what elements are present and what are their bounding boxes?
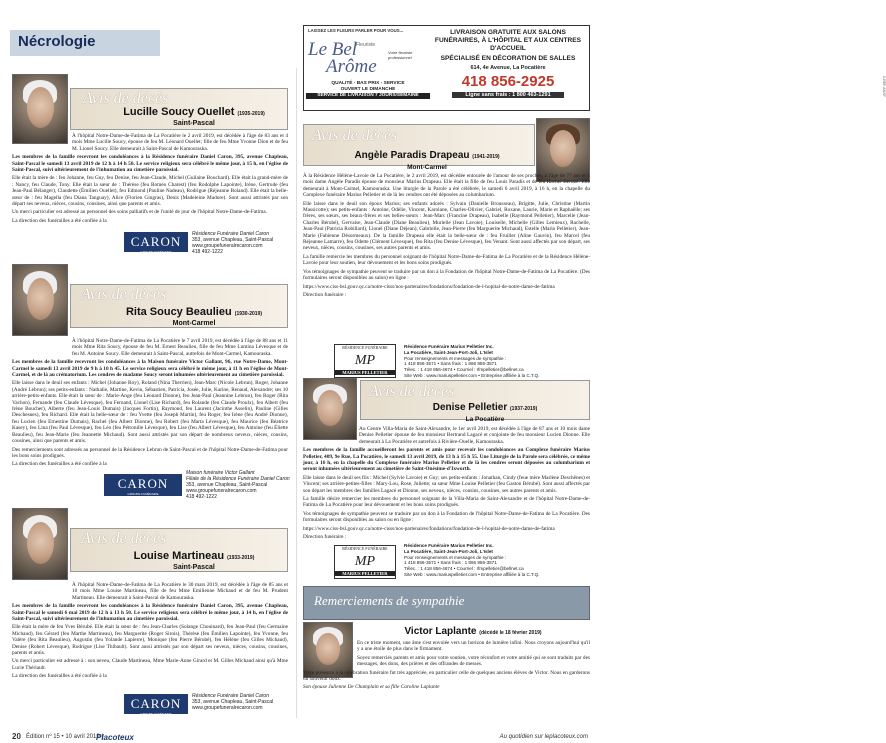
pelletier-tel1[interactable]: 1 418 856-3571 • Sans frais : 1 866 856-3571 [404,361,497,367]
section-header [10,8,286,62]
pelletier-info [404,344,590,379]
remerciements-title: Remerciements de sympathie [314,593,465,608]
florist-free-line: Ligne sans frais : 1 800 463-1291 [452,92,564,98]
avis-title: Avis de décès [81,530,167,547]
pelletier-tel1[interactable]: 1 418 856-3571 • Sans frais : 1 866 856-3571 [404,560,497,566]
years: (1933-2019) [227,555,255,561]
paragraph: Vos témoignages de sympathie peuvent se traduire par un don à la Fondation de l'hôpital Notre-Dame-de-Fatima de La Pocatière. (Des formulaires seront disponibles au salon) en ligne : [303,268,590,282]
florist-strip-3: SERVICE DE LIVRAISON 7 JOURS/SEMAINE [306,93,430,99]
florist-decor: SPÉCIALISÉ EN DÉCORATION DE SALLES [440,55,576,62]
florist-ad[interactable] [303,25,886,111]
place: Saint-Pascal [173,120,215,127]
pelletier-address: La Pocatière, Saint-Jean-Port-Joli, L'Islet [404,548,493,554]
paragraph: Elle était la mère de feu Yves Bérubé. Elle était la sœur de : feu Jean-Charles (Solange Chouinard), feu Jean-Paul (feu Germaine Michaud), feu Gérard (feu Marthe Martineau), feu Marguerite (Roger Sirois), Thérèse (feu Émilien Lapointe), feu Yvonne, feu Valère (feu Rita Beaulieu), Augustin (feu Yolande Lapierre), Monique (feu Pierre Bérubé), feu Hélène (feu Gilles Michaud), Denise (Robert Lévesque), Rodrigue (Lise Thibault). Sont aussi attristés par son départ ses neveux, nièces, cousins, cousines, parents et amis. [12,624,288,657]
pelletier-logo-bottom: MARIUS PELLETIER [335,370,395,375]
paragraph: Elle laisse dans le deuil ses fils : Michel (Sylvie Lavoie) et Guy; ses petits-enfants : Jonathan, Cindy (feue mère Marlène Deschênes) et Vincent; ses arrière-petites-filles : Mary-Lou, Rose, Juliette; sa sœur Mme Louise Pelletier (feu Gaston Bérubé). Sont aussi affectés par son départ les membres des familles Lagacé et Dionne, ses neveux, nièces, cousins, cousines, ses autres parents et amis. [303,474,590,494]
gallant-sub: Filiale de la Résidence Funéraire Daniel Caron [186,476,290,482]
pelletier-address: La Pocatière, Saint-Jean-Port-Joli, L'Islet [404,349,493,355]
caron-logo[interactable] [124,232,188,252]
caron-address: 353, avenue Chapleau, Saint-Pascal [192,237,274,243]
pelletier-logo-top: RÉSIDENCE FUNÉRAIRE [342,546,388,551]
pelletier-logo-bottom: MARIUS PELLETIER [335,571,395,576]
paragraph: Elle laisse dans le deuil son époux Marius; ses enfants adorés : Sylvain (Danielle Brousseau), Brigitte, Julie, Christine (Martin Massicotte); ses petits-enfants : Antoine, Odèlie, Vincent, Karolane, Charles-Olivier, Gabriel, Roxane, Laurie, Marie et Raphaëlle; ses frères, ses sœurs, ses beaux-frères et ses belles-sœurs : Jean-Marc (Francine Drapeau), Isabelle (Raymond Pelletier), Marcelle (Jean-Charles Bérubé), Gervaise, Jean-Claude (Diane Beaulieu), Murielle (Jean Lavoie), Louiselle, Michelle (Gilles Lemieux), Rachelle, Jean-Paul (Patricia Robillard), Lionel (Diane Déjean), Gabrielle, Jean-Pierre (feu Marguerite Michaud), Estelle (Mario Pelletier), Jean-Marie (Fabienne Désormeaux). De la famille Drapeau elle était la belle-sœur de : feu Fruiller (Aline Gauvin), feu Marcel (feu Réjeanne Lamarre), feu Odette (Clément Lévesque), feu Rita (feu Denise Lévesque), feu Venant. Sont aussi affectés par son départ, ses neveux, nièces, cousins, cousines, ses autres parents et amis. [303,200,590,252]
thanks-text [303,640,590,724]
caron-logo-text: CARON [130,696,182,711]
paragraph-bold: Les membres de la famille recevront les condoléances à la Résidence funéraire Daniel Caron, 395, avenue Chapleau, Saint-Pascal le samedi 6 mai 2019 de 12 h à 13 h 50. Le service religieux sera célébré le même jour, à 14 h, en l'église de Saint-Pascal, suivi ultérieurement de l'inhumation au cimetière paroissial. [12,603,288,623]
caron-tel[interactable]: 418 492-1222 [192,249,223,255]
caron-logo[interactable] [124,694,188,714]
years: (1937-2019) [510,406,538,412]
florist-strip-1: QUALITÉ - BAS PRIX - SERVICE [331,81,405,86]
gallant-name: Maison funéraire Victor Gallant [186,470,255,476]
pelletier-note: Pour renseignements et messages de sympathie : [404,355,507,361]
name-text: Victor Laplante [404,626,477,637]
paragraph: Votre présence à la célébration funéraire fut très appréciée, en particulier celle de quelques anciens élèves de Victor. Nous en garderons un souvenir doux. [303,669,590,683]
section-title: Nécrologie [10,30,160,56]
pelletier-name: Résidence Funéraire Marius Pelletier Inc. [404,344,494,349]
pelletier-web[interactable]: Site Web : www.mariuspelletier.com • Entreprise affiliée à la C.T.Q. [404,571,540,577]
paragraph: Direction funéraire : [303,291,347,298]
pelletier-tel2[interactable]: Télec. : 1 418 856-4674 • Courriel : rfmpelletier@bellnet.ca [404,367,524,373]
caron-info [192,693,292,711]
pelletier-web[interactable]: Site Web : www.mariuspelletier.com • Entreprise affiliée à la C.T.Q. [404,372,540,378]
caron-web[interactable]: www.groupefuneralrecaron.com [192,243,263,249]
donation-link[interactable]: https://www.ciss-bsl.gouv.qc.ca/notre-cisss/nos-partenaires/fondations/fondation-de-l-hopital-de-notre-dame-de-fatima [303,283,555,290]
florist-brand-b: Arôme [326,56,377,77]
pelletier-logo[interactable] [334,344,396,378]
footer-link[interactable]: Au quotidien sur leplacoteux.com [499,734,588,740]
years: (1930-2019) [234,311,263,317]
obituary-text [303,173,590,333]
caron-info [192,231,292,255]
page-number: 20 [12,732,21,741]
avis-banner [360,380,590,420]
florist-address: 614, 4e Avenue, La Pocatière [470,65,546,71]
paragraph: À l'hôpital Notre-Dame-de-Fatima de La Pocatière le 2 avril 2019, est décédée à l'âge de 83 ans et 4 mois Mme Lucille Soucy, épouse de feu M. Léonard Ouellet; fille de feu Mme Yvonne Dion et de feu M. Lionel Soucy. Elle demeurait à Saint-Pascal de Kamouraska. [72,133,288,152]
caron-logo-sub: GROUPE FUNÉRAIRE [140,712,172,716]
pelletier-logo-mp: MP [354,554,376,569]
caron-logo-sub: GROUPE FUNÉRAIRE [127,492,159,496]
caron-name: Résidence Funéraire Daniel Caron [192,231,269,237]
caron-logo-text: CARON [130,234,182,249]
paragraph: En ce triste moment, une âme s'est envolée vers un horizon de lumière infini. Nous croyons aujourd'hui qu'il y a une étoile de plus dans le firmament. [357,640,590,653]
gallant-tel[interactable]: 418 492-1222 [186,494,217,500]
paragraph: Elle laisse dans le deuil ses enfants : Michel (Johanne Roy), Roland (Nina Therrien), Jean-Marc (Nicole Lebrun), Roger, Johanne (André Lebrun); ses petits-enfants : Nathalie, Martine, Kevin, Sébastien, Patricia, Josée, Julie, Karine, Renaud, Alexandre; ses 10 arrière-petits-enfants. Elle était la sœur de : Marie-Ange (feu Léonard Dionne), feu Jean-Paul (Jeannine Lebrun), feu Roger (Rita Vachon), Fernande (feu Claude Lévesque), feu Fernand, Lionel (Lise Richard), feu Rolande (feu Claude Proulx), feu Albert (feu Irène Boucher), Alberte (feu Jean-Louis Dumais) (Jacques Fortin), Raymond, feu Laurent (Jacinthe Asselin), Pauline (Gilles Deschesnes), feu Richard. Elle était la belle-sœur de : feu Yvette (feu Joseph Martin), feu Roger, feu Irène (feu André Dionne), feu Lucien (feu Ernestine Dumais), Rachel (feu Albert Dionne), feu Robert (feu Marta Lévesque), feu Maurice (feu Béatrice Kasey), feu Lina (feu Paul Lévesque), feu Léo (feu Pétronille Lévesque), feu Lise (feu Albert Lévesque), feu Antoine (feu Éliette Beaulieu), feu Jean-Marie (feu Jeannette Michaud). Sont aussi attristés par son départ de nombreux neveux, nièces, cousins, cousines, ainsi que parents et amis. [12,380,288,445]
place: La Pocatière [465,416,505,423]
caron-name: Résidence Funéraire Daniel Caron [192,693,269,699]
obituary-text [12,133,288,239]
deceased-name [100,306,288,318]
gallant-address: 353, avenue Chapleau, Saint-Pascal [186,482,268,488]
deceased-name [320,150,534,161]
caron-logo-sub: GROUPE FUNÉRAIRE [140,250,172,254]
brand-logo: Placoteux [96,733,134,742]
florist-tagline: LAISSEZ LES FLEURS PARLER POUR VOUS... [308,28,404,33]
florist-small: Fleuriste [356,42,376,48]
paragraph: Direction funéraire : [303,534,347,541]
ad-code: 0-RBF-ANSP [882,76,886,97]
portrait-photo [12,264,68,336]
remerciements-banner [303,586,590,620]
paragraph: À l'hôpital Notre-Dame-de-Fatima de La Pocatière le 30 mars 2019, est décédée à l'âge de 85 ans et 10 mois Mme Louise Martineau, fille de feu Mme Emilienne Michaud et de feu M. Prudent Martineau. Elle demeurait à Saint-Pascal de Kamouraska. [72,582,288,601]
name-text: Lucille Soucy Ouellet [123,106,235,118]
name-text: Rita Soucy Beaulieu [125,306,232,318]
paragraph-bold: Les membres de la famille recevront les condoléances à la Maison funéraire Victor Gallant, 96, rue Notre-Dame, Mont-Carmel le samedi 13 avril 2019 de 9 h à 10 h 45. Le service religieux sera célébré le même jour, à 11 h en l'église de Mont-Carmel, et de là au crématorium. Les cendres de madame Soucy seront inhumées ultérieurement au cimetière paroissial. [12,359,288,379]
deceased-name [100,550,288,562]
pelletier-note: Pour renseignements et messages de sympathie : [404,554,507,560]
name-text: Louise Martineau [133,550,225,562]
gallant-web[interactable]: www.groupefuneralrecaron.com [186,488,257,494]
avis-title: Avis de décès [369,383,455,400]
pelletier-logo-top: RÉSIDENCE FUNÉRAIRE [342,345,388,350]
paragraph-bold: Les membres de la famille accueilleront les parents et amis pour recevoir les condoléances au Complexe funéraire Marius Pelletier, 409, 9e Rue, La Pocatière, le samedi 13 avril 2019, de 13 h à 15 h 55. Une Liturgie de la Parole sera célébrée, ce même jour, à 16 h, en la chapelle du Complexe funéraire Marius Pelletier et de là les cendres seront déposées au columbarium et seront inhumées ultérieurement au cimetière de Saint-Onésime-d'Ixworth. [303,447,590,473]
obituary-text [12,582,288,692]
paragraph: À l'hôpital Notre-Dame-de-Fatima de La Pocatière le 7 avril 2019, est décédée à l'âge de 88 ans et 11 mois Mme Rita Soucy, épouse de feu M. Ernest Beaulieu, fille de feu Mme Lumina Lévesque et de feu M. Antoine Soucy. Elle demeurait à Saint-Pascal, autrefois de Mont-Carmel, Kamouraska. [72,338,288,357]
portrait-photo [12,508,68,580]
years: (1941-2019) [472,154,500,160]
paragraph: Un merci particulier est adressé à : son neveu, Claude Martineau, Mme Marie-Anne Girard et M. Gilles Michaud ainsi qu'à Mme Lucie Thériault. [12,658,288,671]
obituary-text [12,338,288,472]
gallant-info [186,470,292,500]
donation-link[interactable]: https://www.ciss-bsl.gouv.qc.ca/notre-cisss/nos-partenaires/fondations/fondation-de-l-hopital-de-notre-dame-de-fatima [303,525,555,532]
paragraph: La direction des funérailles a été confiée à la [12,217,107,224]
place: Mont-Carmel [172,320,216,327]
florist-note: Votre fleuriste professionnel [388,50,413,60]
paragraph: Vos témoignages de sympathie peuvent se traduire par un don à la Fondation de l'hôpital Notre-Dame-de-Fatima de La Pocatière. Des formulaires seront disponibles au salon ou en ligne : [303,510,590,524]
pelletier-name: Résidence Funéraire Marius Pelletier Inc. [404,543,494,548]
avis-title: Avis de décès [83,90,169,107]
deceased-name [100,106,288,118]
name-text: Angèle Paradis Drapeau [354,150,470,161]
florist-phone[interactable]: 418 856-2925 [461,73,555,90]
caron-logo-text: CARON [117,476,169,491]
paragraph: La famille remercie les membres du personnel soignant de l'hôpital Notre-Dame-de-Fatima de La Pocatière et de la Résidence Hélène-Lavoie pour leur soutien, leur dévouement et les bons soins prodigués. [303,253,590,267]
avis-title: Avis de décès [312,127,398,144]
florist-ad-right [432,29,584,98]
signature: Son épouse Julienne De Champlain et sa fille Caroline Laplante [303,684,440,691]
avis-title: Avis de décès [81,286,167,303]
florist-strip-2: OUVERT LE DIMANCHE [340,87,396,92]
pelletier-logo[interactable] [334,545,396,579]
caron-web[interactable]: www.groupefuneralrecaron.com [192,705,263,711]
death-date: (décédé le 18 février 2019) [479,630,542,636]
paragraph-bold: Les membres de la famille recevront les condoléances à la Résidence funéraire Daniel Caron, 395, avenue Chapleau, Saint-Pascal le samedi 13 avril 2019 de 12 h à 14 h 50. Le service religieux sera célébré le même jour, à 15 h, en l'église de Saint-Pascal, suivi ultérieurement de l'inhumation au cimetière paroissial. [12,154,288,174]
paragraph: La direction des funérailles a été confiée à la [12,673,107,680]
caron-address: 353, avenue Chapleau, Saint-Pascal [192,699,274,705]
place: Saint-Pascal [173,564,215,571]
pelletier-tel2[interactable]: Télec. : 1 418 856-4674 • Courriel : rfmpelletier@bellnet.ca [404,566,524,572]
paragraph: À la Résidence Hélène-Lavoie de La Pocatière, le 2 avril 2019, est décédée entourée de l'amour de ses proches, à l'âge de 77 ans et 5 mois dame Angèle Paradis épouse de monsieur Marius Drapeau. Elle était la fille de feu Louis Paradis et de feu Rachel Bérubé. Elle demeurait à Mont-Carmel, Kamouraska. Une liturgie de la Parole a été célébrée, le samedi 6 avril 2019, à 16 h, en la chapelle du Complexe funéraire Marius Pelletier et de là les cendres ont été déposées au columbarium. [303,173,590,199]
edition: Édition nº 15 • 10 avril 2019 | [26,734,103,740]
paragraph: Des remerciements sont adressés au personnel de la Résidence Lebrun de Saint-Pascal et de l'hôpital Notre-Dame-de-Fatima pour les bons soins prodigués. [12,446,288,459]
florist-strip [306,81,430,99]
obituary-text [303,426,590,542]
paragraph: La famille désire remercier les membres du personnel soignant de la Villa-Maria de Saint-Alexandre et de l'hôpital Notre-Dame-de-Fatima de La Pocatière pour leur dévouement et les bons soins prodigués. [303,496,590,509]
paragraph: Soyez remerciés parents et amis pour votre soutien, votre réconfort et votre amitié qui se sont traduits par des messages, des dons, des prières et des offrandes de messes. [357,654,590,668]
pelletier-info [404,543,590,578]
place: Mont-Carmel [407,164,447,171]
florist-brand-a: Le Bel [308,39,358,60]
name-text: Denise Pelletier [432,402,508,413]
column-divider [296,68,297,718]
page-footer [0,727,600,743]
paragraph: Au Centre Villa-Maria de Saint-Alexandre, le 1er avril 2019, est décédée à l'âge de 87 ans et 10 mois dame Denise Pelletier épouse de feu monsieur Bertrand Lagacé et conjointe de feu monsieur Lucien Dionne. Elle demeurait à La Pocatière et autrefois à Rivière-Ouelle, Kamouraska. [359,426,590,445]
paragraph: Un merci particulier est adressé au personnel des soins palliatifs et de l'unité de jour de l'hôpital Notre-Dame-de-Fatima. [12,209,267,216]
florist-delivery: LIVRAISON GRATUITE AUX SALONS FUNÉRAIRES, À L'HÔPITAL ET AUX CENTRES D'ACCUEIL [434,29,582,52]
paragraph: La direction des funérailles a été confiée à la [12,461,107,468]
years: (1935-2019) [237,111,265,117]
deceased-name [356,626,590,637]
deceased-name [380,402,590,413]
paragraph: Elle était la mère de : feu Johanne, feu Guy, feu Denise, feu Jean-Claude, Michel (Guilaine Bouchard). Elle était la grand-mère de : Nancy, feu Claude, Tony. Elle était la sœur de : Thérèse (feu Roméo Charest) (feu Rodolphe Lapointe), Irène, Gertrude (feu Jean-Paul Bélanger), Claudette (Émilien Ouellet), feu Edmond (Pauline Nadeau), Rodrigue (Réjeanne Boland). Elle était la belle-sœur de : feu Magella (feu Diana Tanguay), Alice (Florien Gingras), Denis (Madeleine Madore). Sont aussi attristés par son départ ses neveux, nièces, cousins, cousines, ainsi que parents et amis. [12,175,288,208]
pelletier-logo-mp: MP [354,353,376,368]
caron-logo[interactable] [104,474,182,496]
